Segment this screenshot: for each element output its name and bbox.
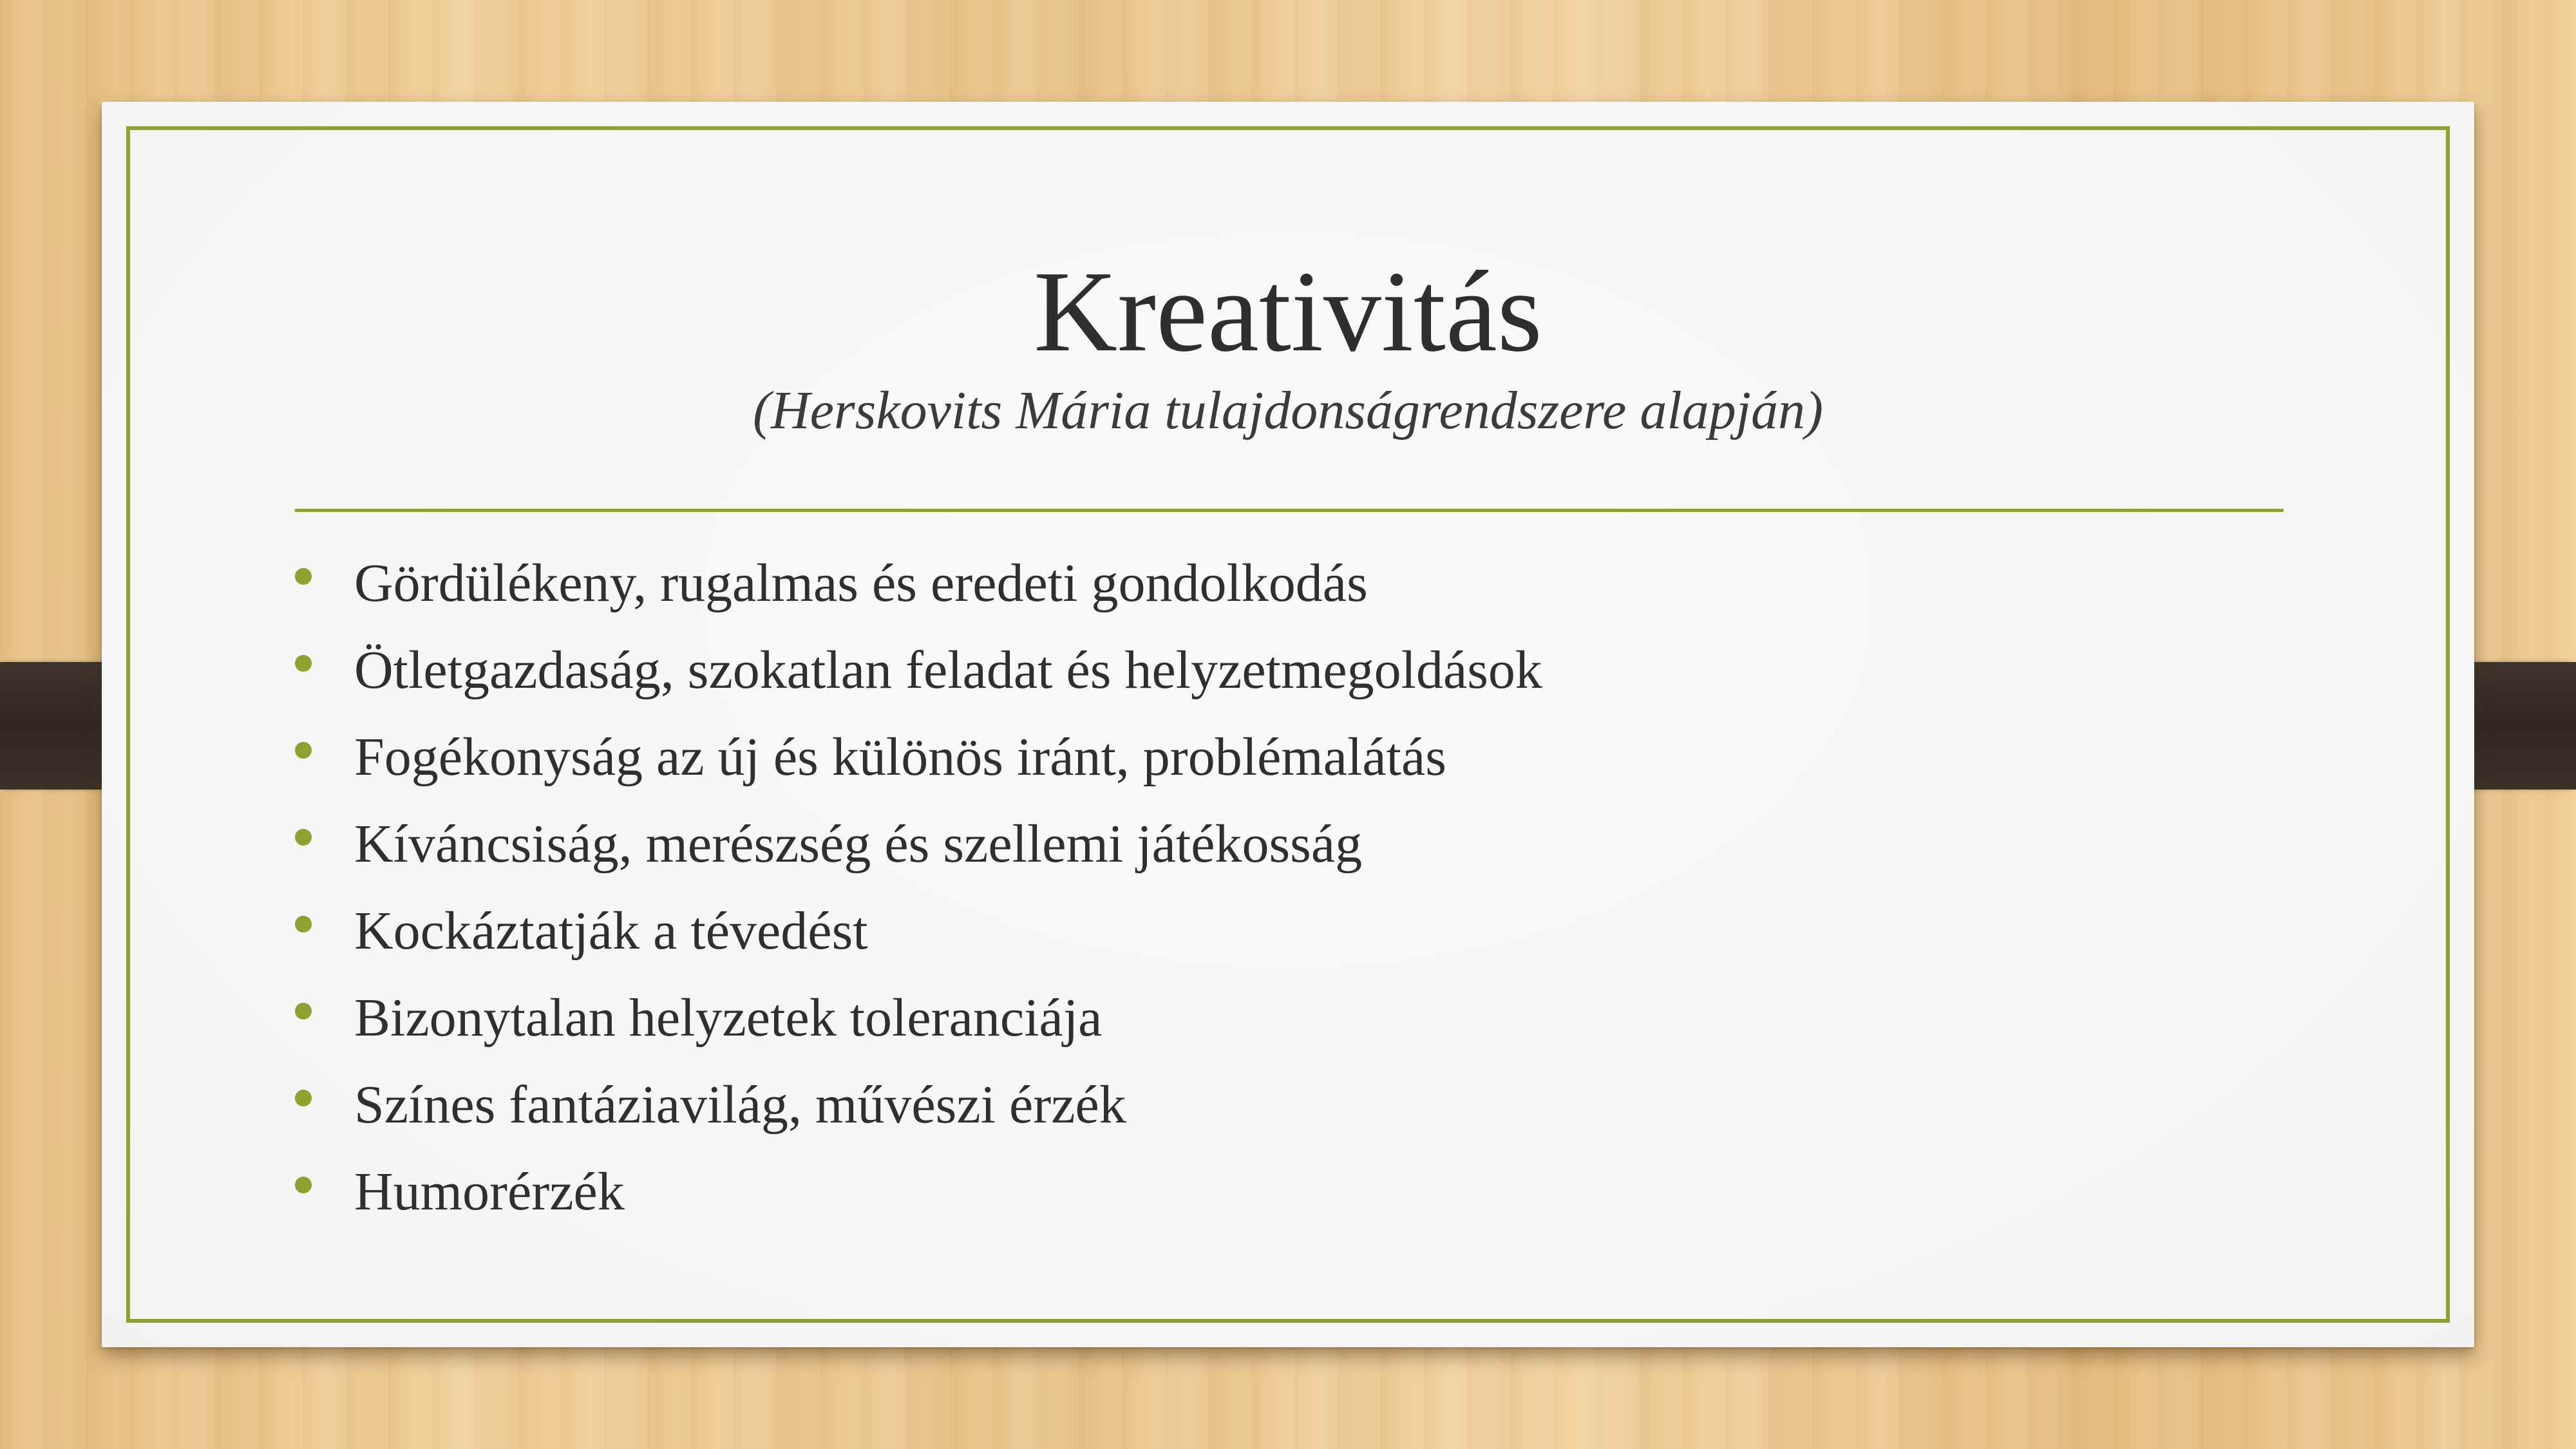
bullet-item [295, 887, 2227, 974]
bullet-item [295, 800, 2227, 887]
bullet-item [295, 1148, 2227, 1235]
bullet-text: Humorérzék [354, 1161, 625, 1222]
bullet-text: Kíváncsiság, merészség és szellemi játékosság [354, 813, 1363, 874]
bullet-text: Gördülékeny, rugalmas és eredeti gondolkodás [354, 553, 1368, 613]
bullet-list [295, 540, 2227, 1235]
bullet-text: Bizonytalan helyzetek toleranciája [354, 987, 1103, 1048]
bullet-item [295, 540, 2227, 627]
bullet-item [295, 974, 2227, 1061]
bullet-text: Fogékonyság az új és különös iránt, problémalátás [354, 726, 1446, 787]
bullet-item [295, 627, 2227, 714]
bullet-dot-icon [295, 1177, 312, 1193]
slide-subtitle: (Herskovits Mária tulajdonságrendszere alapján) [753, 381, 1823, 440]
bullet-dot-icon [295, 655, 312, 672]
bullet-dot-icon [295, 1090, 312, 1106]
slide-title: Kreativitás [1034, 247, 1542, 375]
bullet-dot-icon [295, 829, 312, 846]
title-divider [295, 509, 2284, 512]
bullet-item [295, 714, 2227, 800]
bullet-text: Kockáztatják a tévedést [354, 900, 868, 961]
bullet-text: Ötletgazdaság, szokatlan feladat és helyzetmegoldások [354, 639, 1542, 700]
bullet-item [295, 1061, 2227, 1148]
bullet-dot-icon [295, 916, 312, 933]
bullet-text: Színes fantáziavilág, művészi érzék [354, 1074, 1126, 1135]
bullet-dot-icon [295, 742, 312, 759]
bullet-dot-icon [295, 1003, 312, 1019]
bullet-dot-icon [295, 568, 312, 585]
